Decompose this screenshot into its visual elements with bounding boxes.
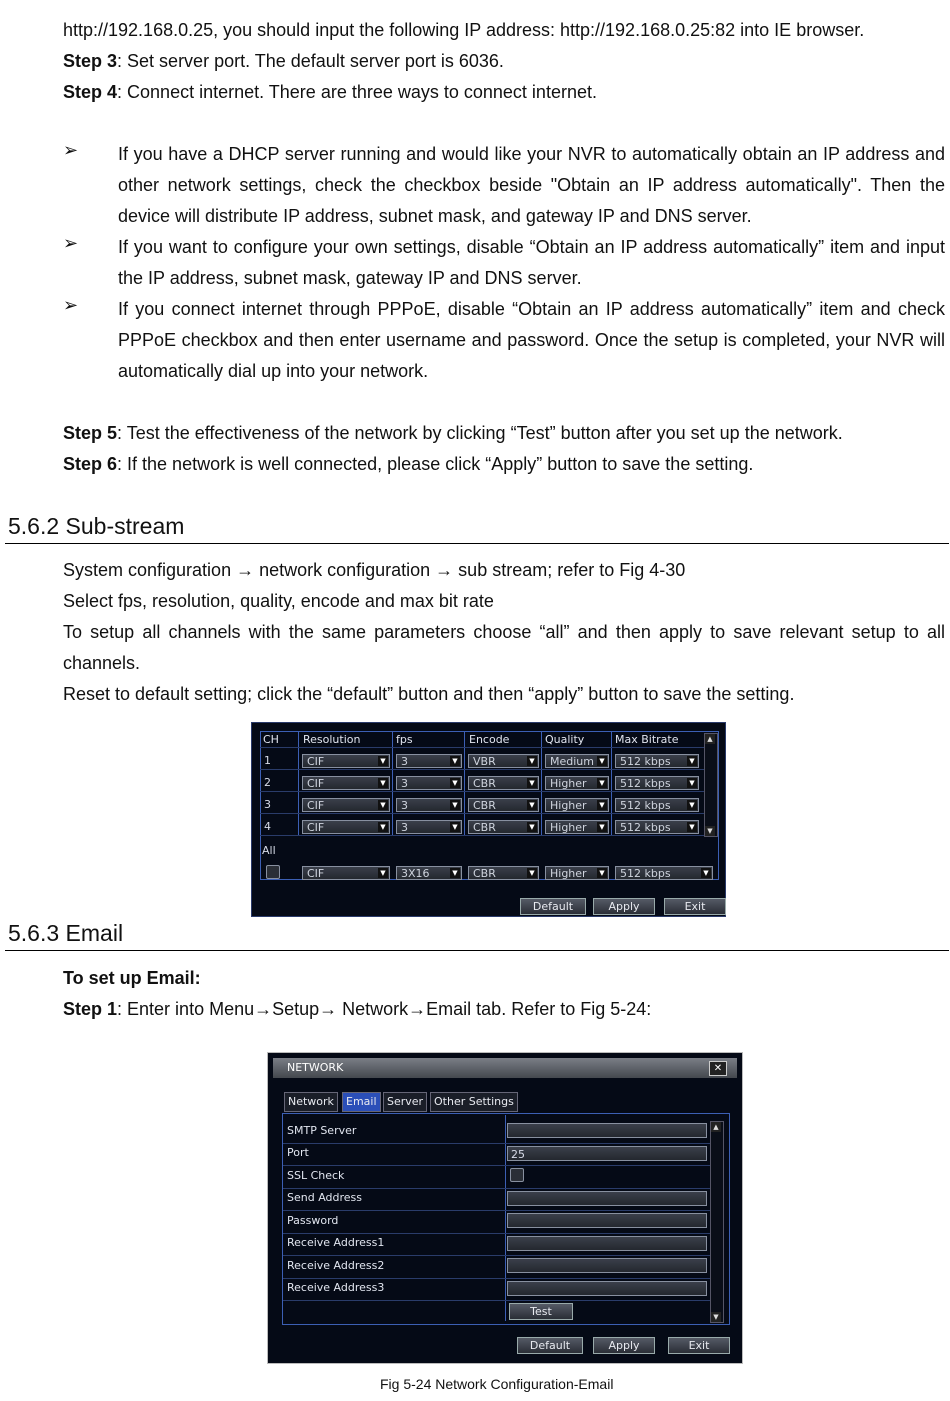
password-input[interactable]	[507, 1213, 707, 1228]
heading-rule	[5, 543, 949, 544]
chevron-down-icon: ▼	[597, 868, 607, 878]
channel-number: 1	[264, 754, 271, 767]
chevron-down-icon: ▼	[597, 822, 607, 832]
quality-select[interactable]: Higher ▼	[545, 776, 609, 790]
chevron-down-icon: ▼	[687, 756, 697, 766]
apply-button[interactable]: Apply	[593, 1337, 655, 1354]
table-scrollbar[interactable]	[704, 733, 718, 837]
send-address-input[interactable]	[507, 1191, 707, 1206]
step4-label: Step 4	[63, 82, 118, 102]
close-icon[interactable]: ✕	[709, 1061, 727, 1076]
heading-rule	[5, 950, 949, 951]
channel-number: 3	[264, 798, 271, 811]
step6-label: Step 6	[63, 454, 118, 474]
test-button[interactable]: Test	[509, 1303, 573, 1320]
resolution-select[interactable]: CIF ▼	[302, 798, 390, 812]
step3-line	[63, 46, 945, 77]
chevron-down-icon: ▼	[450, 868, 460, 878]
chevron-down-icon: ▼	[378, 756, 388, 766]
col-header: Max Bitrate	[615, 733, 679, 746]
step5-line	[63, 418, 945, 449]
chevron-down-icon: ▼	[597, 778, 607, 788]
bullet-text: If you connect internet through PPPoE, disable “Obtain an IP address automatically” item and check PPPoE checkbox and then enter username and password. Once the setup is completed, your NVR will automatically dial up into your network.	[118, 299, 945, 381]
bullet-icon: ➢	[63, 295, 79, 315]
bullet-icon: ➢	[63, 233, 79, 253]
step4-line	[63, 77, 945, 108]
field-label: SSL Check	[287, 1169, 345, 1182]
resolution-select[interactable]: CIF ▼	[302, 820, 390, 834]
default-button[interactable]: Default	[520, 898, 586, 915]
chevron-down-icon: ▼	[378, 822, 388, 832]
resolution-select[interactable]: CIF ▼	[302, 754, 390, 768]
col-header: Quality	[545, 733, 585, 746]
substream-line: Reset to default setting; click the “default” button and then “apply” button to save the setting.	[63, 684, 795, 704]
window-titlebar	[273, 1058, 737, 1078]
heading-title: Email	[65, 920, 124, 946]
chevron-down-icon: ▼	[450, 778, 460, 788]
chevron-down-icon: ▼	[527, 756, 537, 766]
receive-address1-input[interactable]	[507, 1236, 707, 1251]
channel-number: 2	[264, 776, 271, 789]
ssl-check-checkbox[interactable]	[510, 1168, 524, 1182]
field-label: Port	[287, 1146, 309, 1159]
scroll-down-icon[interactable]: ▼	[705, 826, 715, 836]
chevron-down-icon: ▼	[527, 800, 537, 810]
panel-scrollbar[interactable]	[710, 1121, 724, 1323]
scroll-down-icon[interactable]: ▼	[711, 1312, 721, 1322]
email-screenshot	[267, 1052, 743, 1364]
chevron-down-icon: ▼	[450, 800, 460, 810]
encode-select[interactable]: CBR ▼	[468, 820, 539, 834]
substream-screenshot	[251, 722, 726, 917]
apply-button[interactable]: Apply	[593, 898, 655, 915]
tab-other-settings[interactable]: Other Settings	[430, 1092, 518, 1112]
step4-text: : Connect internet. There are three ways to connect internet.	[117, 82, 597, 102]
figure-caption: Fig 5-24 Network Configuration-Email	[380, 1376, 614, 1392]
chevron-down-icon: ▼	[597, 800, 607, 810]
all-quality-select[interactable]: Higher ▼	[545, 866, 609, 880]
email-step1-label: Step 1	[63, 999, 118, 1019]
receive-address3-input[interactable]	[507, 1281, 707, 1296]
section-heading-substream	[8, 511, 184, 541]
chevron-down-icon: ▼	[687, 822, 697, 832]
all-bitrate-select[interactable]: 512 kbps ▼	[615, 866, 713, 880]
col-header: Encode	[469, 733, 510, 746]
scroll-up-icon[interactable]: ▲	[705, 734, 715, 744]
bullet-text: If you want to configure your own settings, disable “Obtain an IP address automatically” item and input the IP address, subnet mask, gateway IP and DNS server.	[118, 237, 945, 288]
col-header: Resolution	[303, 733, 361, 746]
chevron-down-icon: ▼	[597, 756, 607, 766]
bitrate-select[interactable]: 512 kbps ▼	[615, 820, 699, 834]
chevron-down-icon: ▼	[378, 800, 388, 810]
scroll-up-icon[interactable]: ▲	[711, 1122, 721, 1132]
step3-text: : Set server port. The default server port is 6036.	[117, 51, 504, 71]
chevron-down-icon: ▼	[527, 868, 537, 878]
tab-network[interactable]: Network	[284, 1092, 338, 1112]
step5-text: : Test the effectiveness of the network by clicking “Test” button after you set up the network.	[117, 423, 843, 443]
quality-select[interactable]: Higher ▼	[545, 820, 609, 834]
chevron-down-icon: ▼	[701, 868, 711, 878]
bitrate-select[interactable]: 512 kbps ▼	[615, 776, 699, 790]
chevron-down-icon: ▼	[687, 800, 697, 810]
step5-label: Step 5	[63, 423, 118, 443]
chevron-down-icon: ▼	[450, 756, 460, 766]
window-title: NETWORK	[287, 1061, 344, 1074]
field-label: Receive Address2	[287, 1259, 385, 1272]
port-input[interactable]: 25	[507, 1146, 707, 1161]
tab-email[interactable]: Email	[342, 1092, 381, 1112]
intro-line: http://192.168.0.25, you should input the following IP address: http://192.168.0.25:82 into IE browser.	[63, 20, 865, 40]
resolution-select[interactable]: CIF ▼	[302, 776, 390, 790]
field-label: Send Address	[287, 1191, 363, 1204]
quality-select[interactable]: Higher ▼	[545, 798, 609, 812]
col-header: CH	[263, 733, 279, 746]
default-button[interactable]: Default	[517, 1337, 583, 1354]
fps-select[interactable]: 3 ▼	[396, 754, 462, 768]
field-label: Password	[287, 1214, 339, 1227]
heading-title: Sub-stream	[65, 513, 185, 539]
all-checkbox[interactable]	[266, 865, 280, 879]
email-step1-line	[63, 994, 945, 1025]
bitrate-select[interactable]: 512 kbps ▼	[615, 754, 699, 768]
step6-line	[63, 449, 945, 480]
step3-label: Step 3	[63, 51, 118, 71]
field-label: Receive Address1	[287, 1236, 385, 1249]
bullet-text: If you have a DHCP server running and would like your NVR to automatically obtain an IP address and other network settings, check the checkbox beside "Obtain an IP address automatically". Then the device will distribute IP address, subnet mask, and gateway IP and DNS server.	[118, 144, 945, 226]
receive-address2-input[interactable]	[507, 1258, 707, 1273]
fps-select[interactable]: 3 ▼	[396, 820, 462, 834]
all-resolution-select[interactable]: CIF ▼	[302, 866, 390, 880]
all-fps-select[interactable]: 3X16 ▼	[396, 866, 462, 880]
encode-select[interactable]: CBR ▼	[468, 776, 539, 790]
fps-select[interactable]: 3 ▼	[396, 798, 462, 812]
chevron-down-icon: ▼	[378, 778, 388, 788]
email-setup-title: To set up Email:	[63, 968, 201, 988]
chevron-down-icon: ▼	[450, 822, 460, 832]
all-label: All	[262, 844, 276, 857]
chevron-down-icon: ▼	[687, 778, 697, 788]
encode-select[interactable]: VBR ▼	[468, 754, 539, 768]
email-step1-text: : Enter into Menu→Setup→ Network→Email tab. Refer to Fig 5-24:	[117, 999, 652, 1019]
fps-select[interactable]: 3 ▼	[396, 776, 462, 790]
smtp-server-input[interactable]	[507, 1123, 707, 1138]
tab-server[interactable]: Server	[383, 1092, 427, 1112]
col-header: fps	[396, 733, 413, 746]
encode-select[interactable]: CBR ▼	[468, 798, 539, 812]
channel-number: 4	[264, 820, 271, 833]
field-label: SMTP Server	[287, 1124, 357, 1137]
section-heading-email	[8, 918, 123, 948]
exit-button[interactable]: Exit	[668, 1337, 730, 1354]
bitrate-select[interactable]: 512 kbps ▼	[615, 798, 699, 812]
step6-text: : If the network is well connected, please click “Apply” button to save the setting.	[117, 454, 754, 474]
heading-number: 5.6.2	[8, 513, 60, 539]
all-encode-select[interactable]: CBR ▼	[468, 866, 539, 880]
exit-button[interactable]: Exit	[664, 898, 726, 915]
field-label: Receive Address3	[287, 1281, 385, 1294]
heading-number: 5.6.3	[8, 920, 60, 946]
chevron-down-icon: ▼	[378, 868, 388, 878]
chevron-down-icon: ▼	[527, 822, 537, 832]
substream-line: To setup all channels with the same parameters choose “all” and then apply to save relevant setup to all channels.	[63, 622, 945, 673]
chevron-down-icon: ▼	[527, 778, 537, 788]
substream-line: Select fps, resolution, quality, encode and max bit rate	[63, 591, 494, 611]
bullet-icon: ➢	[63, 140, 79, 160]
quality-select[interactable]: Medium ▼	[545, 754, 609, 768]
substream-line: System configuration → network configuration → sub stream; refer to Fig 4-30	[63, 560, 686, 580]
